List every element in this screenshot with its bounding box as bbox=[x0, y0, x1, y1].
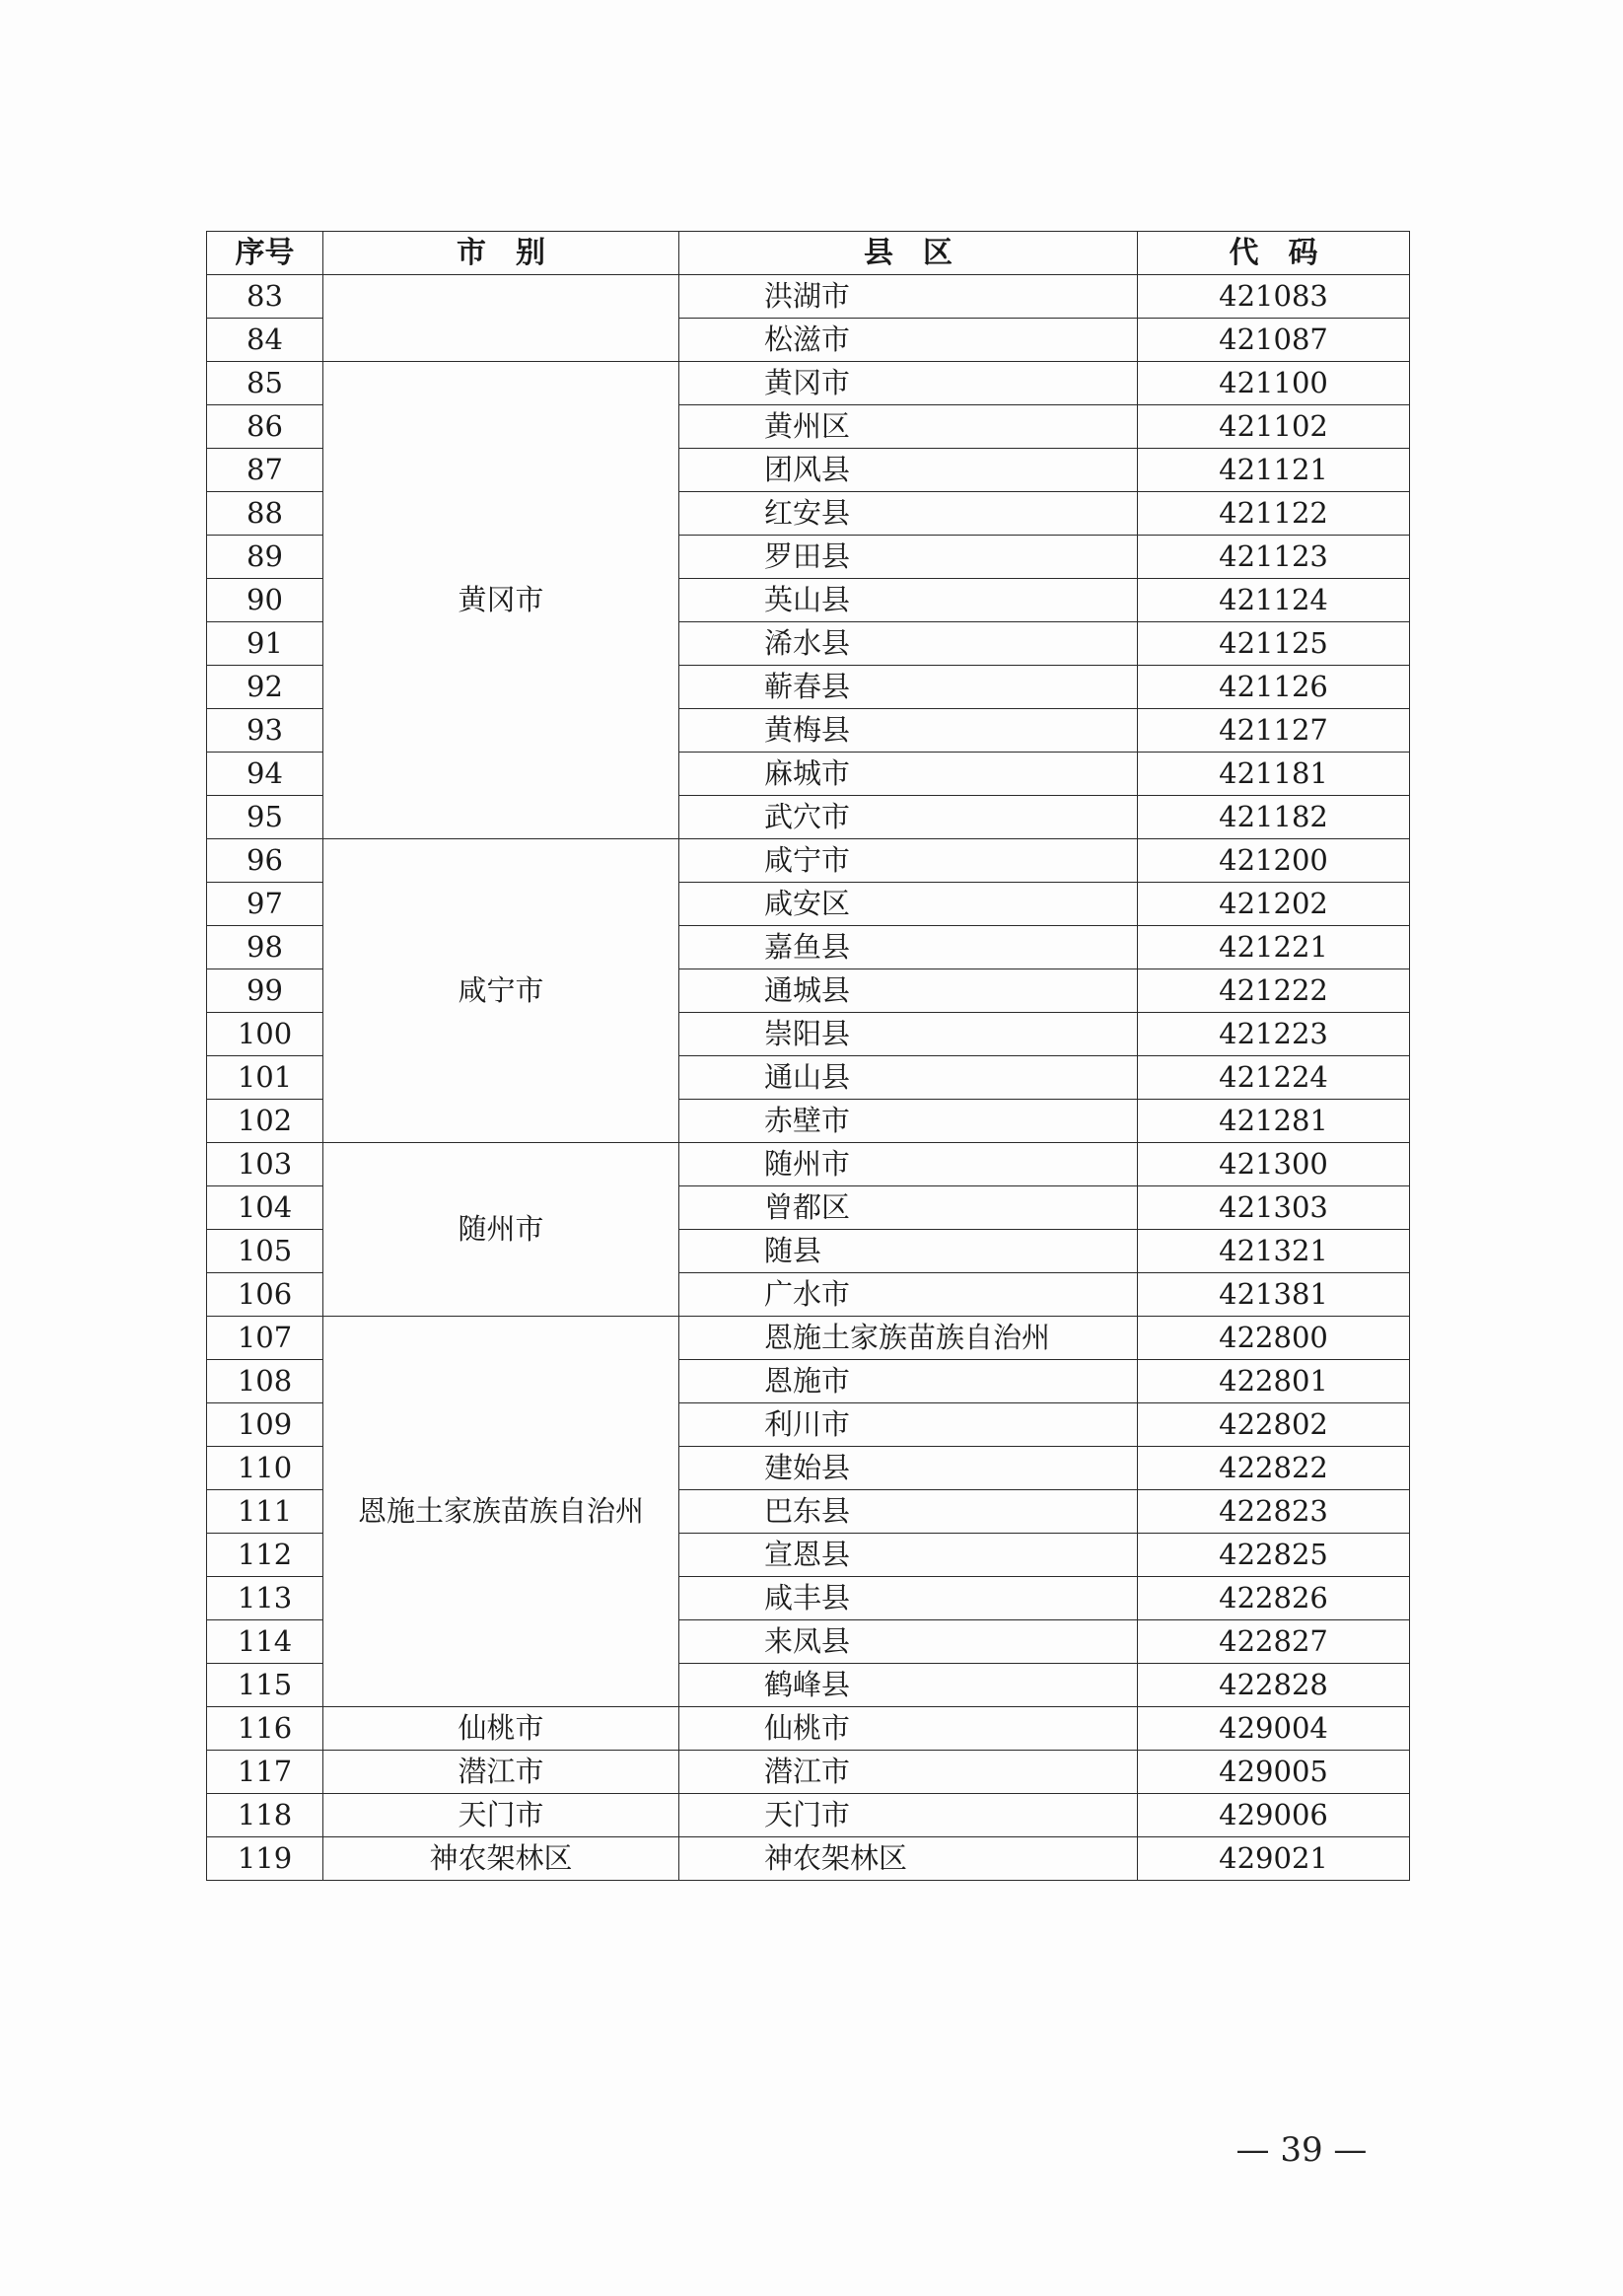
row-index: 101 bbox=[207, 1056, 323, 1100]
row-index: 105 bbox=[207, 1230, 323, 1273]
county-cell: 随州市 bbox=[679, 1143, 1138, 1186]
code-cell: 421224 bbox=[1138, 1056, 1410, 1100]
code-cell: 429006 bbox=[1138, 1794, 1410, 1837]
county-cell: 蕲春县 bbox=[679, 666, 1138, 709]
county-cell: 宣恩县 bbox=[679, 1534, 1138, 1577]
table-row bbox=[207, 1837, 1410, 1881]
code-cell: 422826 bbox=[1138, 1577, 1410, 1620]
row-index: 99 bbox=[207, 969, 323, 1013]
county-cell: 洪湖市 bbox=[679, 275, 1138, 319]
city-cell bbox=[323, 275, 679, 362]
row-index: 97 bbox=[207, 883, 323, 926]
county-cell: 武穴市 bbox=[679, 796, 1138, 839]
header-code: 代 码 bbox=[1138, 232, 1410, 275]
city-cell: 恩施土家族苗族自治州 bbox=[323, 1317, 679, 1707]
row-index: 102 bbox=[207, 1100, 323, 1143]
row-index: 100 bbox=[207, 1013, 323, 1056]
code-cell: 421100 bbox=[1138, 362, 1410, 405]
row-index: 85 bbox=[207, 362, 323, 405]
county-cell: 崇阳县 bbox=[679, 1013, 1138, 1056]
row-index: 117 bbox=[207, 1751, 323, 1794]
row-index: 119 bbox=[207, 1837, 323, 1881]
county-cell: 咸宁市 bbox=[679, 839, 1138, 883]
row-index: 111 bbox=[207, 1490, 323, 1534]
code-cell: 429021 bbox=[1138, 1837, 1410, 1881]
code-cell: 421182 bbox=[1138, 796, 1410, 839]
city-cell: 咸宁市 bbox=[323, 839, 679, 1143]
county-cell: 松滋市 bbox=[679, 319, 1138, 362]
header-index: 序号 bbox=[207, 232, 323, 275]
county-cell: 广水市 bbox=[679, 1273, 1138, 1317]
table-row bbox=[207, 1317, 1410, 1360]
row-index: 91 bbox=[207, 622, 323, 666]
county-cell: 嘉鱼县 bbox=[679, 926, 1138, 969]
row-index: 118 bbox=[207, 1794, 323, 1837]
county-cell: 随县 bbox=[679, 1230, 1138, 1273]
county-cell: 神农架林区 bbox=[679, 1837, 1138, 1881]
city-cell: 潜江市 bbox=[323, 1751, 679, 1794]
city-cell: 随州市 bbox=[323, 1143, 679, 1317]
county-cell: 英山县 bbox=[679, 579, 1138, 622]
county-cell: 黄梅县 bbox=[679, 709, 1138, 753]
code-cell: 422802 bbox=[1138, 1403, 1410, 1447]
table-row bbox=[207, 362, 1410, 405]
county-cell: 天门市 bbox=[679, 1794, 1138, 1837]
code-cell: 421223 bbox=[1138, 1013, 1410, 1056]
row-index: 110 bbox=[207, 1447, 323, 1490]
county-cell: 鹤峰县 bbox=[679, 1664, 1138, 1707]
row-index: 94 bbox=[207, 753, 323, 796]
table-row bbox=[207, 1751, 1410, 1794]
region-code-table bbox=[206, 231, 1410, 1881]
row-index: 103 bbox=[207, 1143, 323, 1186]
county-cell: 浠水县 bbox=[679, 622, 1138, 666]
code-cell: 421083 bbox=[1138, 275, 1410, 319]
county-cell: 仙桃市 bbox=[679, 1707, 1138, 1751]
row-index: 87 bbox=[207, 449, 323, 492]
county-cell: 来凤县 bbox=[679, 1620, 1138, 1664]
county-cell: 咸安区 bbox=[679, 883, 1138, 926]
row-index: 115 bbox=[207, 1664, 323, 1707]
row-index: 116 bbox=[207, 1707, 323, 1751]
code-cell: 421122 bbox=[1138, 492, 1410, 536]
code-cell: 421102 bbox=[1138, 405, 1410, 449]
county-cell: 利川市 bbox=[679, 1403, 1138, 1447]
county-cell: 黄冈市 bbox=[679, 362, 1138, 405]
code-cell: 422800 bbox=[1138, 1317, 1410, 1360]
county-cell: 巴东县 bbox=[679, 1490, 1138, 1534]
code-cell: 421221 bbox=[1138, 926, 1410, 969]
table-row bbox=[207, 1794, 1410, 1837]
county-cell: 潜江市 bbox=[679, 1751, 1138, 1794]
code-cell: 421321 bbox=[1138, 1230, 1410, 1273]
code-cell: 422825 bbox=[1138, 1534, 1410, 1577]
header-city: 市 别 bbox=[323, 232, 679, 275]
code-cell: 422827 bbox=[1138, 1620, 1410, 1664]
code-cell: 421300 bbox=[1138, 1143, 1410, 1186]
county-cell: 建始县 bbox=[679, 1447, 1138, 1490]
row-index: 90 bbox=[207, 579, 323, 622]
city-cell: 黄冈市 bbox=[323, 362, 679, 839]
county-cell: 通山县 bbox=[679, 1056, 1138, 1100]
code-cell: 421087 bbox=[1138, 319, 1410, 362]
row-index: 92 bbox=[207, 666, 323, 709]
code-cell: 421123 bbox=[1138, 536, 1410, 579]
code-cell: 422823 bbox=[1138, 1490, 1410, 1534]
code-cell: 429004 bbox=[1138, 1707, 1410, 1751]
row-index: 83 bbox=[207, 275, 323, 319]
row-index: 114 bbox=[207, 1620, 323, 1664]
row-index: 106 bbox=[207, 1273, 323, 1317]
county-cell: 通城县 bbox=[679, 969, 1138, 1013]
code-cell: 422801 bbox=[1138, 1360, 1410, 1403]
row-index: 113 bbox=[207, 1577, 323, 1620]
code-cell: 422822 bbox=[1138, 1447, 1410, 1490]
header-county: 县 区 bbox=[679, 232, 1138, 275]
table-body bbox=[207, 275, 1410, 1881]
county-cell: 团风县 bbox=[679, 449, 1138, 492]
code-cell: 421202 bbox=[1138, 883, 1410, 926]
row-index: 93 bbox=[207, 709, 323, 753]
table-row bbox=[207, 1707, 1410, 1751]
code-cell: 421303 bbox=[1138, 1186, 1410, 1230]
county-cell: 黄州区 bbox=[679, 405, 1138, 449]
county-cell: 恩施土家族苗族自治州 bbox=[679, 1317, 1138, 1360]
table-row bbox=[207, 275, 1410, 319]
code-cell: 421127 bbox=[1138, 709, 1410, 753]
county-cell: 赤壁市 bbox=[679, 1100, 1138, 1143]
code-cell: 421124 bbox=[1138, 579, 1410, 622]
code-cell: 421222 bbox=[1138, 969, 1410, 1013]
table-header-row bbox=[207, 232, 1410, 275]
county-cell: 罗田县 bbox=[679, 536, 1138, 579]
code-cell: 429005 bbox=[1138, 1751, 1410, 1794]
code-cell: 421381 bbox=[1138, 1273, 1410, 1317]
county-cell: 麻城市 bbox=[679, 753, 1138, 796]
city-cell: 仙桃市 bbox=[323, 1707, 679, 1751]
county-cell: 咸丰县 bbox=[679, 1577, 1138, 1620]
code-cell: 421125 bbox=[1138, 622, 1410, 666]
row-index: 89 bbox=[207, 536, 323, 579]
county-cell: 恩施市 bbox=[679, 1360, 1138, 1403]
row-index: 96 bbox=[207, 839, 323, 883]
row-index: 95 bbox=[207, 796, 323, 839]
county-cell: 红安县 bbox=[679, 492, 1138, 536]
row-index: 112 bbox=[207, 1534, 323, 1577]
row-index: 84 bbox=[207, 319, 323, 362]
city-cell: 神农架林区 bbox=[323, 1837, 679, 1881]
code-cell: 422828 bbox=[1138, 1664, 1410, 1707]
row-index: 86 bbox=[207, 405, 323, 449]
county-cell: 曾都区 bbox=[679, 1186, 1138, 1230]
code-cell: 421126 bbox=[1138, 666, 1410, 709]
row-index: 98 bbox=[207, 926, 323, 969]
table-row bbox=[207, 1143, 1410, 1186]
code-cell: 421121 bbox=[1138, 449, 1410, 492]
row-index: 109 bbox=[207, 1403, 323, 1447]
city-cell: 天门市 bbox=[323, 1794, 679, 1837]
code-cell: 421281 bbox=[1138, 1100, 1410, 1143]
page-number: — 39 — bbox=[1235, 2130, 1368, 2170]
row-index: 108 bbox=[207, 1360, 323, 1403]
row-index: 104 bbox=[207, 1186, 323, 1230]
row-index: 107 bbox=[207, 1317, 323, 1360]
code-cell: 421200 bbox=[1138, 839, 1410, 883]
code-cell: 421181 bbox=[1138, 753, 1410, 796]
table-row bbox=[207, 839, 1410, 883]
row-index: 88 bbox=[207, 492, 323, 536]
